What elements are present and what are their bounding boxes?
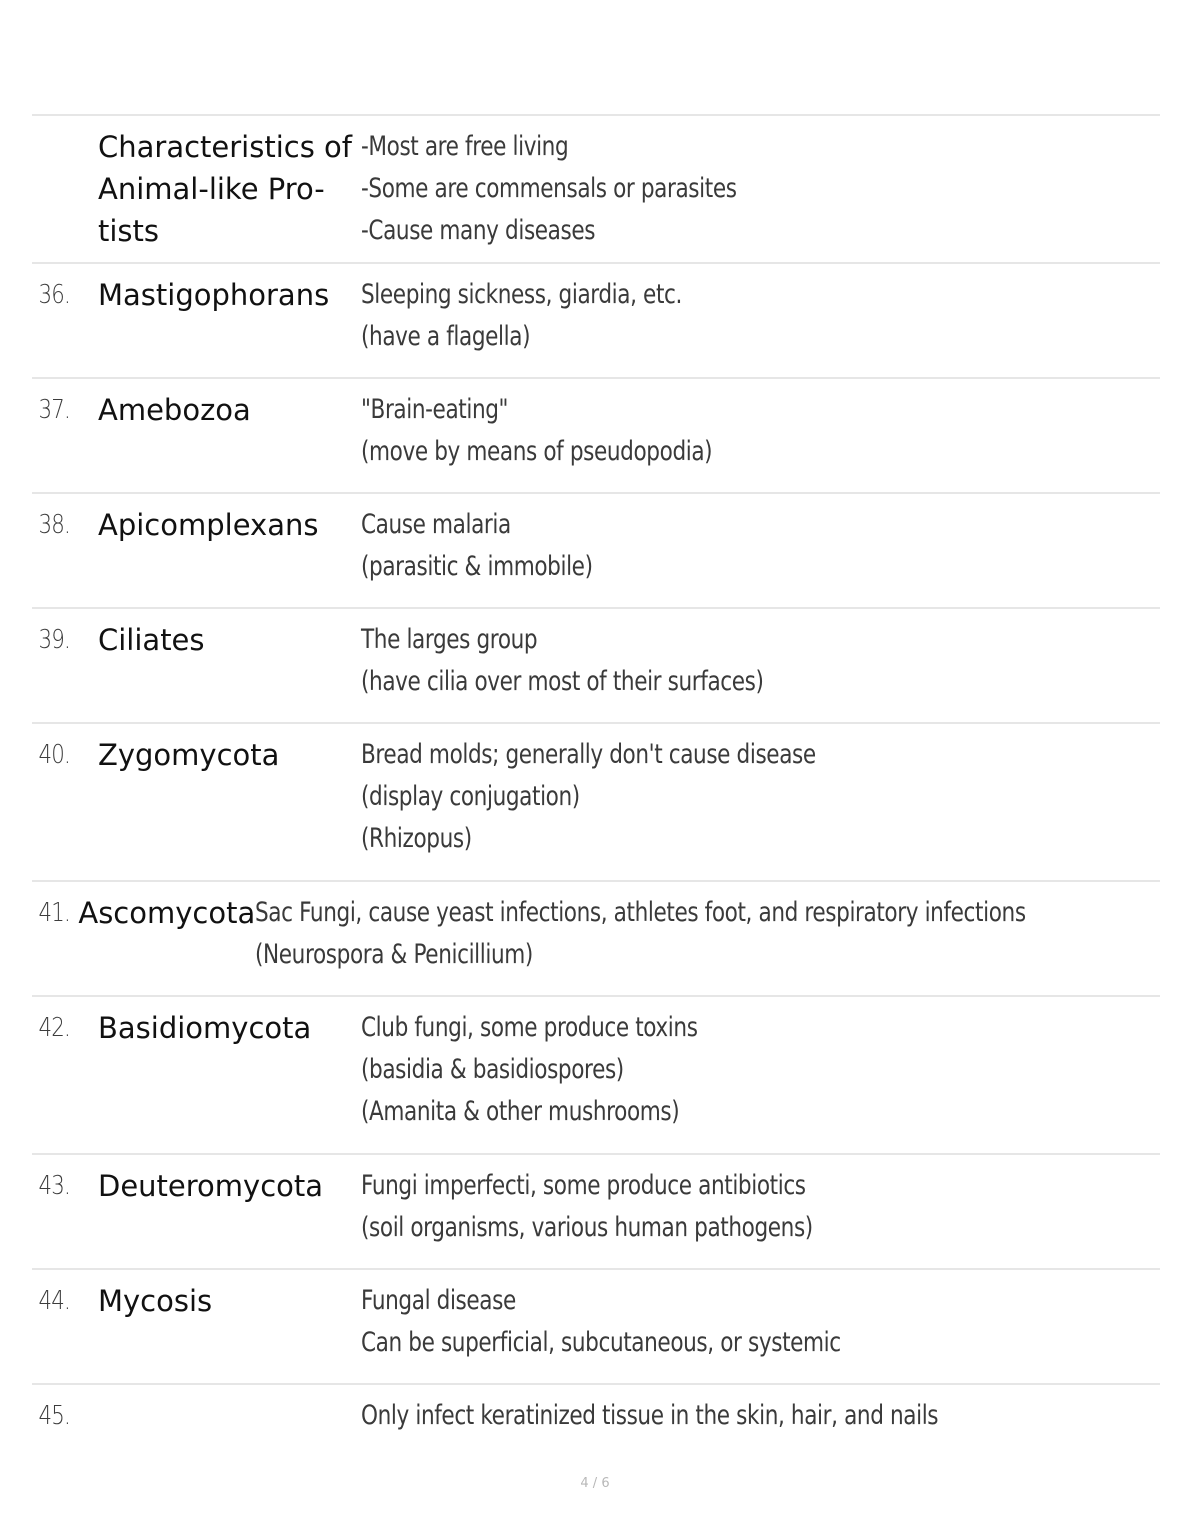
table-row [32, 1155, 1160, 1270]
row-number: 45. [38, 1401, 71, 1431]
row-definition [361, 619, 1160, 722]
page-number: 4 / 6 [580, 1476, 610, 1491]
definition-line: (basidia & basidiospores) [361, 1054, 624, 1085]
row-term: Deuteromycota [98, 1169, 324, 1203]
definition-line: (soil organisms, various human pathogens) [361, 1212, 813, 1243]
row-term [98, 1395, 361, 1449]
row-number: 40. [38, 740, 71, 770]
table-row [32, 116, 1160, 264]
definition-line: -Most are free living [361, 131, 569, 162]
row-number: 41. [38, 898, 71, 928]
table-row [32, 264, 1160, 379]
row-definition [361, 1007, 1160, 1153]
table-row [32, 997, 1160, 1155]
definition-line: Cause malaria [361, 509, 511, 540]
row-term: Mastigophorans [98, 278, 330, 312]
row-number: 39. [38, 625, 71, 655]
row-definition [361, 126, 1160, 262]
row-number [32, 126, 86, 262]
row-term: Basidiomycota [98, 1011, 312, 1045]
definition-line: Can be superficial, subcutaneous, or systemic [361, 1327, 841, 1358]
row-definition [361, 1280, 1160, 1383]
table-row [32, 724, 1160, 882]
table-row [32, 494, 1160, 609]
row-term: Characteristics of Animal-like Pro-tists [98, 130, 352, 248]
row-number: 37. [38, 395, 71, 425]
row-definition [361, 389, 1160, 492]
definition-line: (parasitic & immobile) [361, 551, 593, 582]
table-row [32, 882, 1160, 997]
definition-line: Only infect keratinized tissue in the skin, hair, and nails [361, 1400, 939, 1431]
table-row [32, 1270, 1160, 1385]
definition-line: (have cilia over most of their surfaces) [361, 666, 764, 697]
definition-line: (display conjugation) [361, 781, 580, 812]
row-number: 43. [38, 1171, 71, 1201]
row-definition [361, 1395, 1160, 1449]
row-definition [361, 274, 1160, 377]
definition-line: (Neurospora & Penicillium) [255, 939, 534, 970]
row-definition [361, 504, 1160, 607]
row-number: 38. [38, 510, 71, 540]
row-term: Ciliates [98, 623, 205, 657]
definition-line: The larges group [361, 624, 538, 655]
flashcard-table [32, 114, 1160, 1449]
definition-line: Bread molds; generally don't cause disease [361, 739, 816, 770]
row-number: 36. [38, 280, 71, 310]
row-term: Amebozoa [98, 393, 251, 427]
row-term: Ascomycota [78, 896, 256, 930]
definition-line: (Rhizopus) [361, 823, 472, 854]
definition-line: -Cause many diseases [361, 215, 596, 246]
row-definition [361, 1165, 1160, 1268]
definition-line: "Brain-eating" [361, 394, 509, 425]
definition-line: Fungal disease [361, 1285, 516, 1316]
definition-line: (move by means of pseudopodia) [361, 436, 713, 467]
definition-line: Sac Fungi, cause yeast infections, athletes foot, and respiratory infections [255, 897, 1026, 928]
table-row [32, 609, 1160, 724]
table-row [32, 379, 1160, 494]
definition-line: (Amanita & other mushrooms) [361, 1096, 680, 1127]
row-definition [361, 734, 1160, 880]
definition-line: (have a flagella) [361, 321, 531, 352]
definition-line: -Some are commensals or parasites [361, 173, 737, 204]
row-term: Zygomycota [98, 738, 280, 772]
row-number: 44. [38, 1286, 71, 1316]
row-definition [255, 892, 1190, 995]
row-number: 42. [38, 1013, 71, 1043]
definition-line: Club fungi, some produce toxins [361, 1012, 698, 1043]
definition-line: Sleeping sickness, giardia, etc. [361, 279, 682, 310]
row-term: Mycosis [98, 1284, 213, 1318]
table-row [32, 1385, 1160, 1449]
definition-line: Fungi imperfecti, some produce antibiotics [361, 1170, 806, 1201]
row-term: Apicomplexans [98, 508, 319, 542]
